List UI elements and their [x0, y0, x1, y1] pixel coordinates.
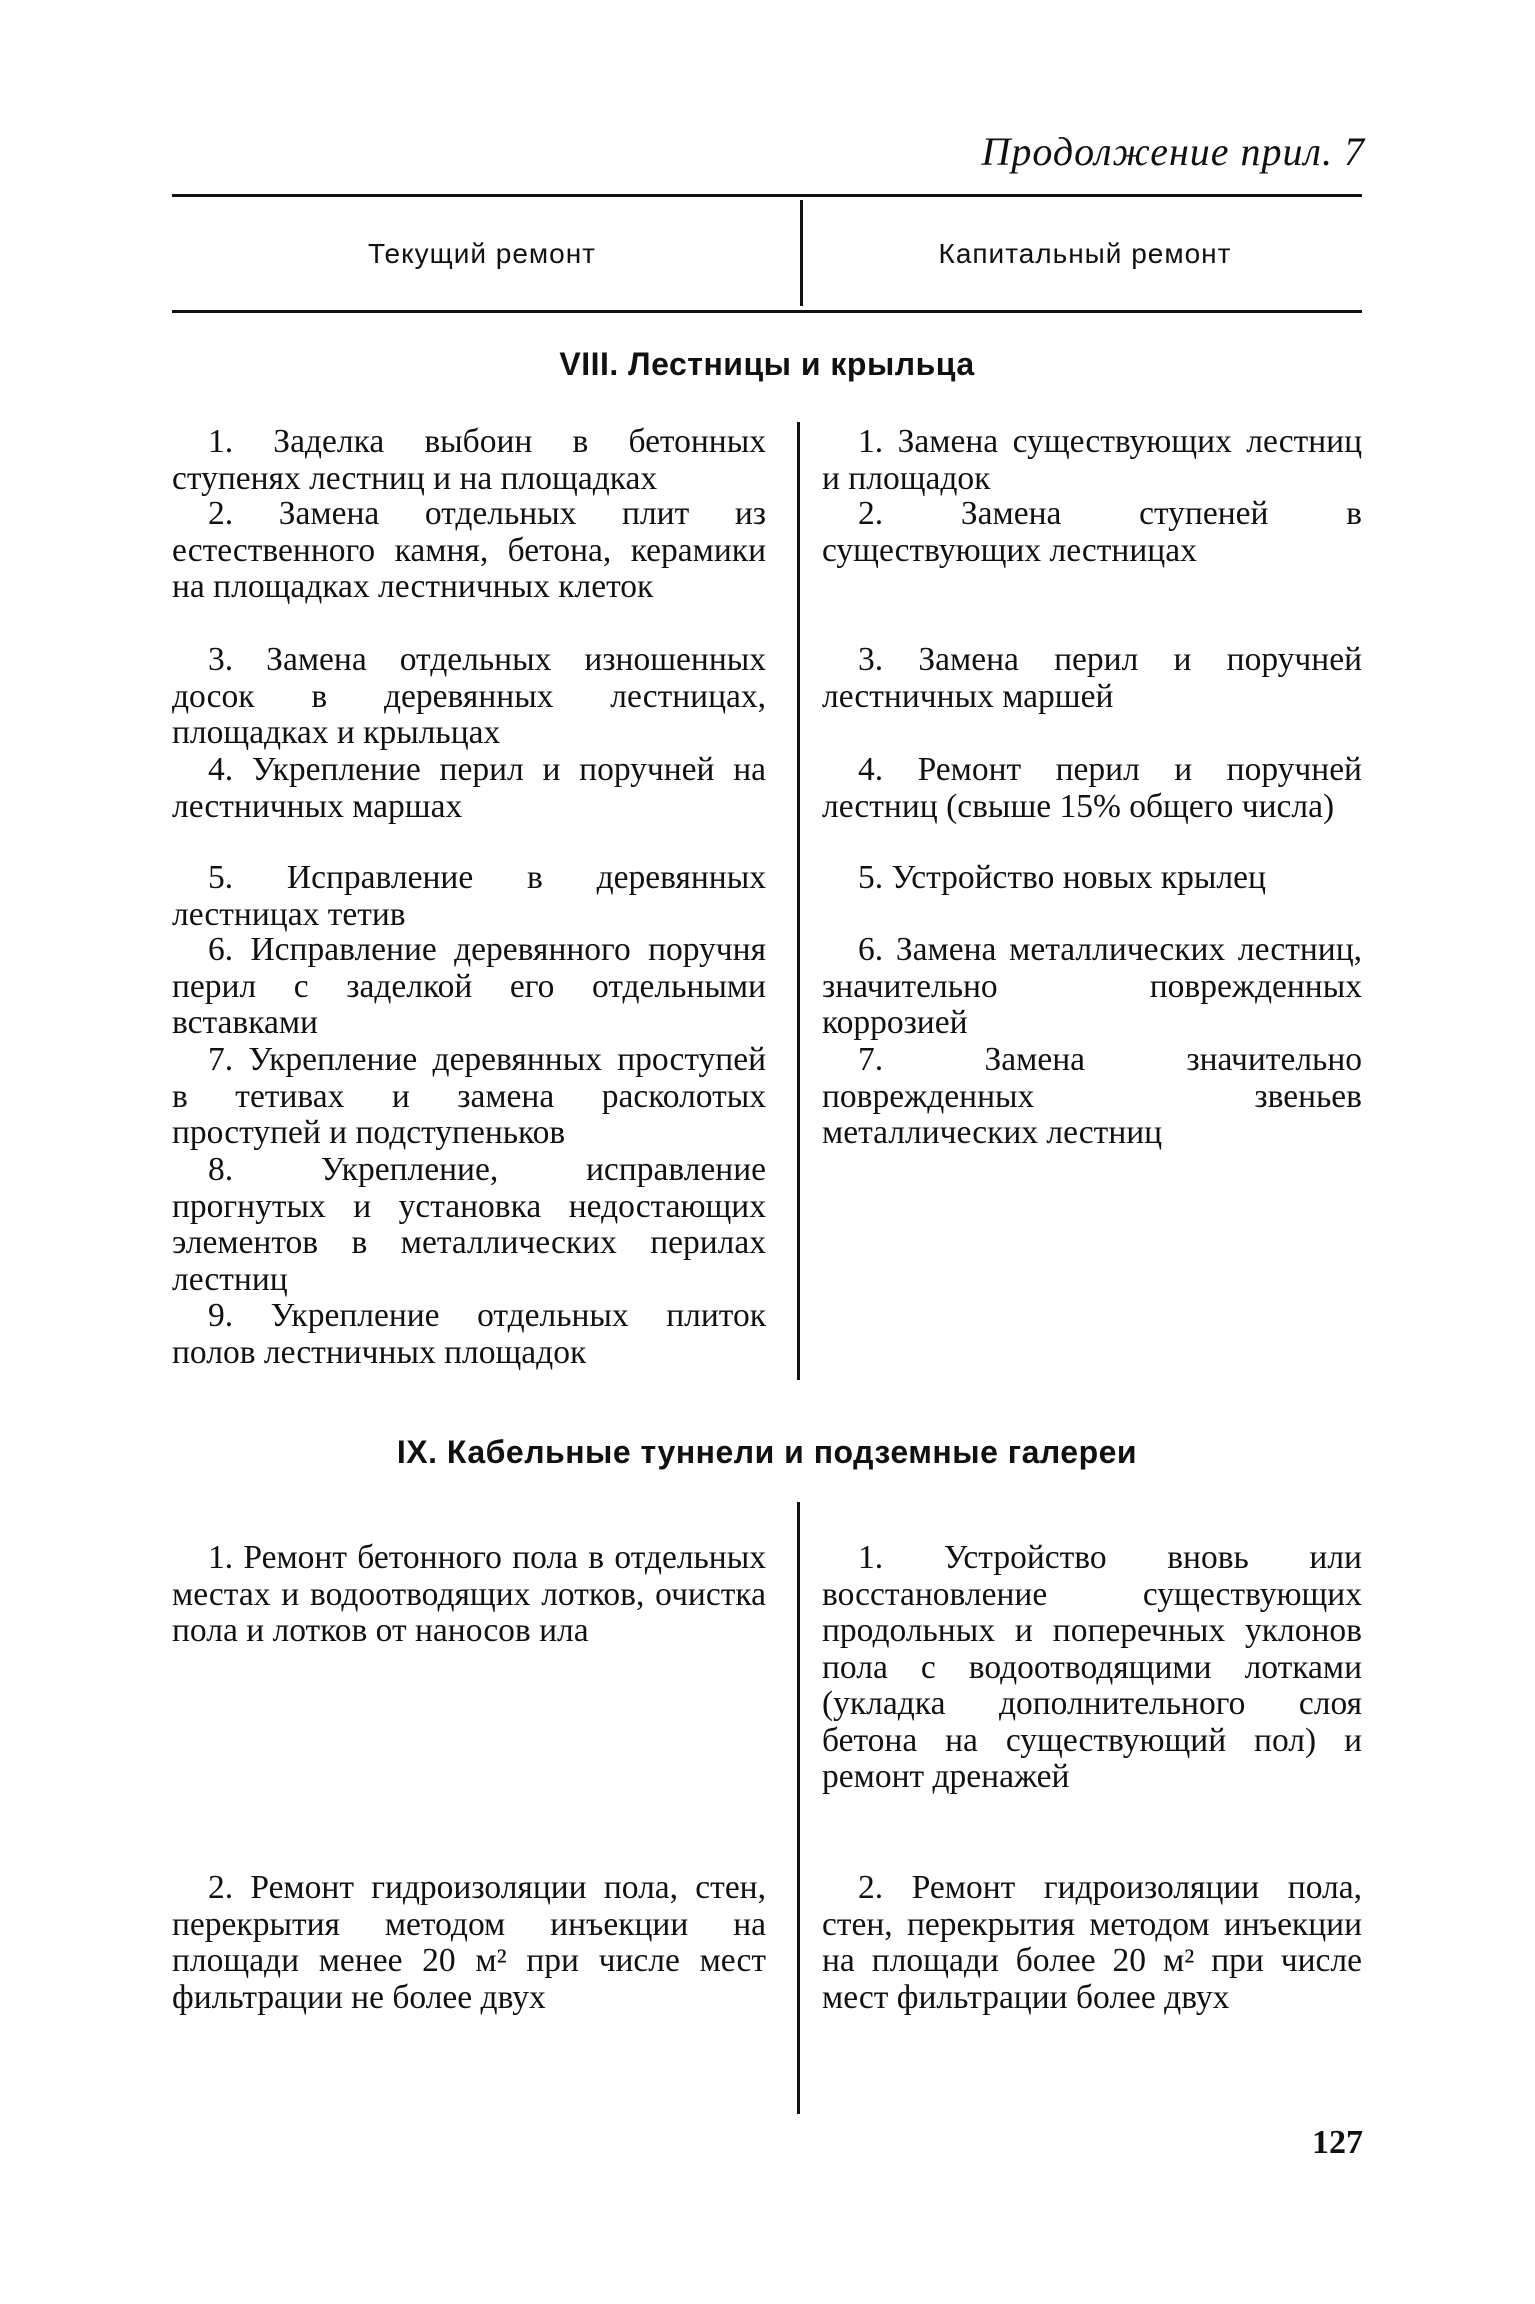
section-8-title: VIII. Лестницы и крыльца [559, 346, 975, 382]
s8-left-item-5: 5. Исправление в деревянных лестницах тетив [172, 859, 766, 933]
table-top-rule [172, 194, 1362, 197]
s8-left-item-2: 2. Замена отдельных плит из естественного камня, бетона, керамики на площадках лестничных клеток [172, 495, 766, 605]
s9-left-item-2: 2. Ремонт гидроизоляции пола, стен, перекрытия методом инъекции на площади менее 20 м² при числе мест фильтрации не более двух [172, 1869, 766, 2016]
section-9-column-divider [797, 1502, 800, 2114]
s8-left-item-9: 9. Укрепление отдельных плиток полов лестничных площадок [172, 1297, 766, 1371]
header-capital-repair: Капитальный ремонт [938, 238, 1232, 269]
s8-left-item-8: 8. Укрепление, исправление прогнутых и установка недостающих элементов в металлических перилах лестниц [172, 1151, 766, 1298]
s8-right-item-5: 5. Устройство новых крылец [858, 859, 1266, 896]
continuation-note: Продолжение прил. 7 [981, 129, 1365, 174]
s8-right-item-4: 4. Ремонт перил и поручней лестниц (свыше 15% общего числа) [822, 751, 1362, 825]
s8-left-item-1: 1. Заделка выбоин в бетонных ступенях лестниц и на площадках [172, 423, 766, 497]
s9-right-item-1: 1. Устройство вновь или восстановление существующих продольных и поперечных уклонов пола с водоотводящими лотками (укладка дополнительного слоя бетона на существующий пол) и ремонт дренажей [822, 1539, 1362, 1795]
s8-right-item-3: 3. Замена перил и поручней лестничных маршей [822, 641, 1362, 715]
s8-right-item-1: 1. Замена существующих лестниц и площадок [822, 423, 1362, 497]
header-column-divider [800, 200, 803, 306]
s8-left-item-7: 7. Укрепление деревянных проступей в тетивах и замена расколотых проступей и подступеньков [172, 1041, 766, 1151]
s9-right-item-2: 2. Ремонт гидроизоляции пола, стен, перекрытия методом инъекции на площади более 20 м² при числе мест фильтрации более двух [822, 1869, 1362, 2016]
s8-left-item-6: 6. Исправление деревянного поручня перил с заделкой его отдельными вставками [172, 931, 766, 1041]
s8-left-item-4: 4. Укрепление перил и поручней на лестничных маршах [172, 751, 766, 825]
s8-right-item-2: 2. Замена ступеней в существующих лестницах [822, 495, 1362, 569]
page-number: 127 [1312, 2124, 1363, 2161]
s9-left-item-1: 1. Ремонт бетонного пола в отдельных местах и водоотводящих лотков, очистка пола и лотков от наносов ила [172, 1539, 766, 1649]
header-current-repair: Текущий ремонт [367, 238, 597, 269]
table-header-bottom-rule [172, 310, 1362, 313]
s8-right-item-7: 7. Замена значительно поврежденных звеньев металлических лестниц [822, 1041, 1362, 1151]
section-9-title: IX. Кабельные туннели и подземные галереи [396, 1434, 1138, 1470]
s8-right-item-6: 6. Замена металлических лестниц, значительно поврежденных коррозией [822, 931, 1362, 1041]
section-8-column-divider [797, 422, 800, 1380]
s8-left-item-3: 3. Замена отдельных изношенных досок в деревянных лестницах, площадках и крыльцах [172, 641, 766, 751]
